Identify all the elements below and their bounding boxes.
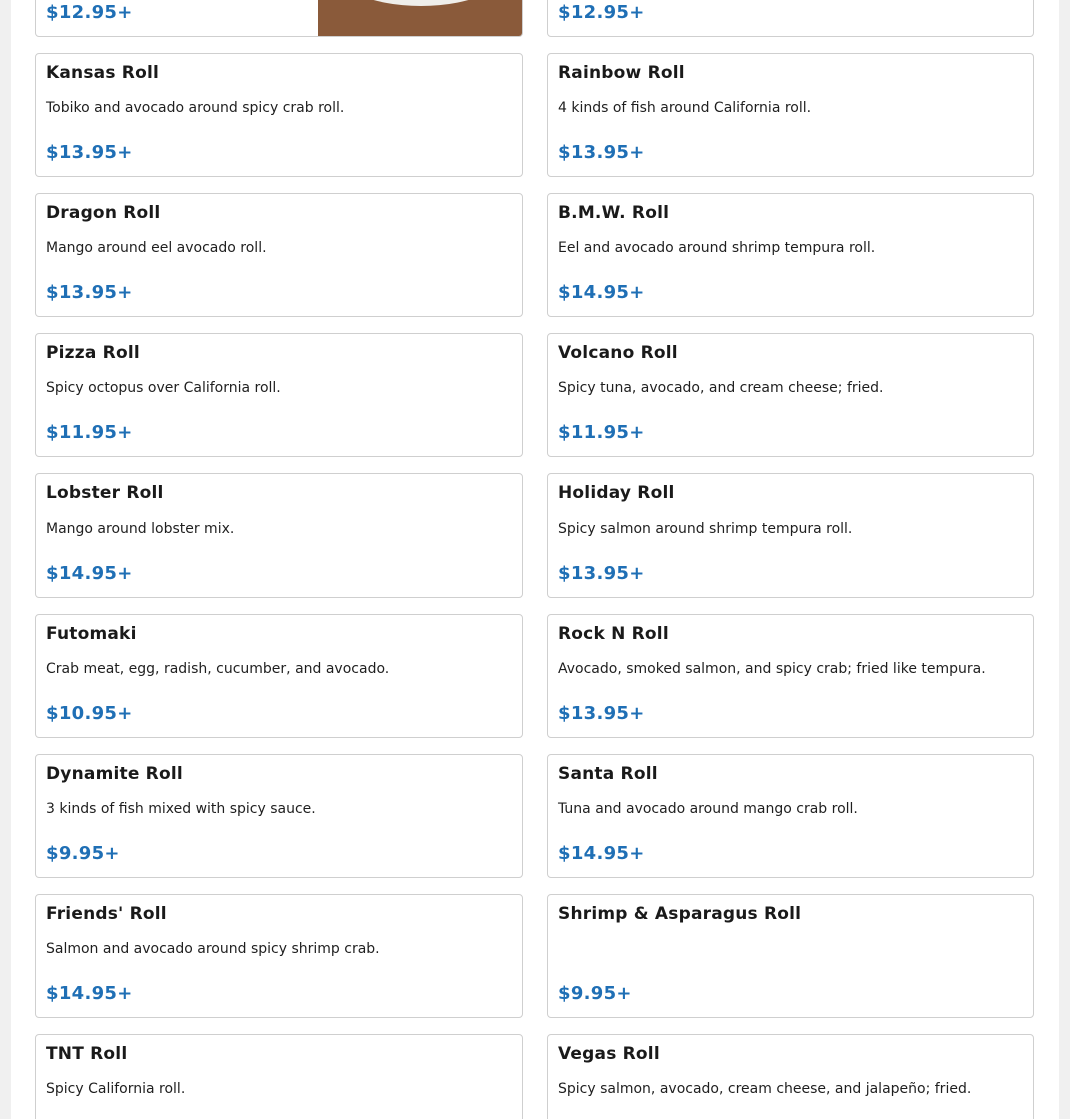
item-name: Santa Roll [558,764,658,784]
item-description: Salmon and avocado around spicy shrimp crab. [46,941,380,957]
item-name: Futomaki [46,624,137,644]
menu-item-card[interactable] [35,0,523,37]
item-name: Shrimp & Asparagus Roll [558,904,802,924]
menu-item-card[interactable] [35,894,523,1018]
menu-item-card[interactable] [35,754,523,878]
item-price: $14.95+ [46,983,133,1004]
item-price: $13.95+ [558,703,645,724]
item-name: Holiday Roll [558,483,675,503]
item-price: $12.95+ [558,2,645,23]
menu-item-card[interactable] [547,0,1034,37]
menu-item-card[interactable] [547,894,1034,1018]
item-price: $13.95+ [46,142,133,163]
item-description: Tobiko and avocado around spicy crab roll. [46,100,345,116]
menu-item-card[interactable] [35,1034,523,1119]
item-name: Rock N Roll [558,624,669,644]
menu-item-card[interactable] [35,473,523,598]
item-description: Mango around eel avocado roll. [46,240,267,256]
item-price: $14.95+ [46,563,133,584]
item-photo [318,0,522,36]
item-price: $14.95+ [558,843,645,864]
item-price: $9.95+ [46,843,120,864]
item-name: B.M.W. Roll [558,203,670,223]
item-description: Mango around lobster mix. [46,521,235,537]
plate-graphic [326,0,516,6]
menu-item-card[interactable] [547,53,1034,177]
menu-item-card[interactable] [35,614,523,738]
item-name: Rainbow Roll [558,63,685,83]
menu-item-card[interactable] [547,193,1034,317]
item-price: $13.95+ [558,142,645,163]
menu-item-card[interactable] [35,193,523,317]
item-description: Eel and avocado around shrimp tempura roll. [558,240,876,256]
item-description: Spicy salmon, avocado, cream cheese, and jalapeño; fried. [558,1081,972,1097]
item-description: 3 kinds of fish mixed with spicy sauce. [46,801,316,817]
menu-item-card[interactable] [35,53,523,177]
item-description: Crab meat, egg, radish, cucumber, and avocado. [46,661,390,677]
item-description: Spicy tuna, avocado, and cream cheese; fried. [558,380,884,396]
item-description: Tuna and avocado around mango crab roll. [558,801,858,817]
item-price: $11.95+ [558,422,645,443]
item-description: 4 kinds of fish around California roll. [558,100,812,116]
menu-item-card[interactable] [547,614,1034,738]
item-description: Spicy California roll. [46,1081,186,1097]
item-name: Kansas Roll [46,63,159,83]
item-description: Spicy octopus over California roll. [46,380,281,396]
item-name: Dragon Roll [46,203,161,223]
item-name: Vegas Roll [558,1044,660,1064]
item-price: $12.95+ [46,2,133,23]
item-price: $13.95+ [558,563,645,584]
item-description: Avocado, smoked salmon, and spicy crab; fried like tempura. [558,661,986,677]
item-description: Spicy salmon around shrimp tempura roll. [558,521,853,537]
menu-item-card[interactable] [547,1034,1034,1119]
menu-item-card[interactable] [547,473,1034,598]
menu-page [11,0,1059,1119]
item-price: $14.95+ [558,282,645,303]
item-name: TNT Roll [46,1044,128,1064]
menu-item-card[interactable] [35,333,523,457]
item-name: Volcano Roll [558,343,678,363]
item-price: $9.95+ [558,983,632,1004]
menu-item-card[interactable] [547,754,1034,878]
item-price: $13.95+ [46,282,133,303]
item-name: Lobster Roll [46,483,164,503]
menu-item-card[interactable] [547,333,1034,457]
item-price: $11.95+ [46,422,133,443]
item-name: Dynamite Roll [46,764,183,784]
item-name: Friends' Roll [46,904,167,924]
item-price: $10.95+ [46,703,133,724]
menu-grid [35,0,1034,1119]
item-name: Pizza Roll [46,343,140,363]
